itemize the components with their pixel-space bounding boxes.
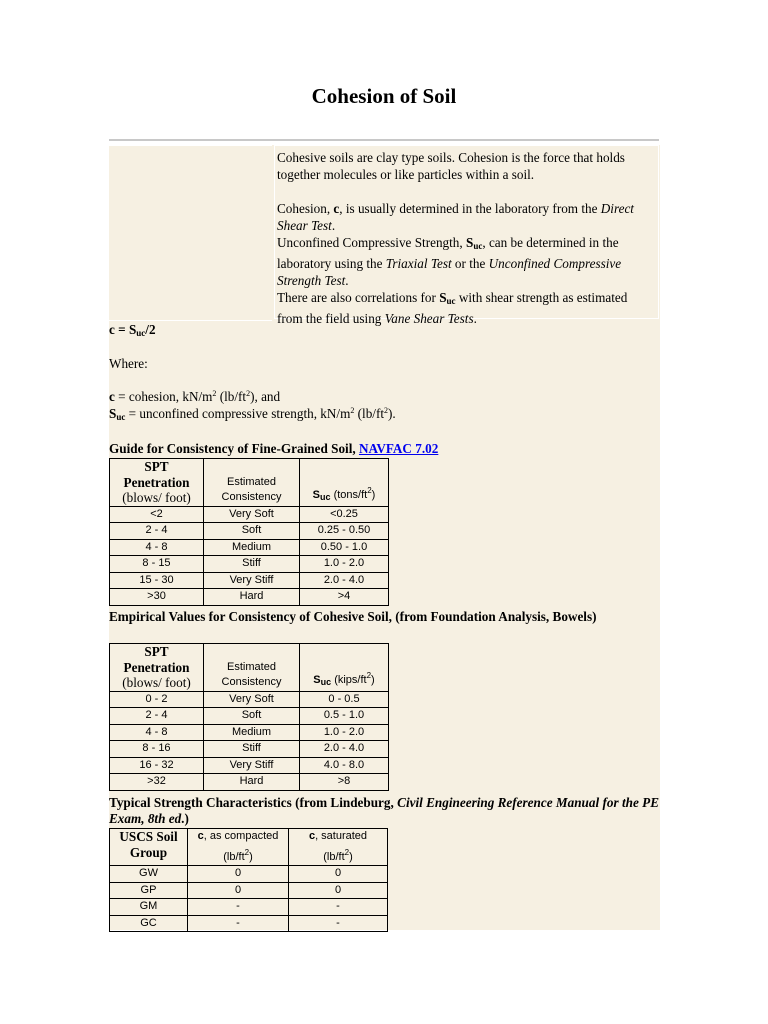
table-header-row: [110, 459, 389, 507]
table-cell: 2.0 - 4.0: [300, 572, 389, 589]
intro-paragraph-4: There are also correlations for $S_{uc}$ with shear strength as estimated from the field using Vane Shear Tests.: [277, 290, 628, 326]
table-cell: Very Stiff: [204, 757, 300, 774]
table-row: [110, 556, 389, 573]
table-cell: 1.0 - 2.0: [300, 724, 389, 741]
table-cell: 2 - 4: [110, 708, 204, 725]
table-cell: 4 - 8: [110, 539, 204, 556]
intro-paragraph-1: Cohesive soils are clay type soils. Cohesion is the force that holds together molecules or like particles within a soil.: [277, 150, 625, 182]
table-cell: Stiff: [204, 741, 300, 758]
table-row: [110, 506, 389, 523]
table-cell: 1.0 - 2.0: [300, 556, 389, 573]
table-row: [110, 724, 389, 741]
col-suc: $S_{uc}$ $(tons/ft^2)$: [300, 459, 389, 507]
title-divider: [109, 139, 659, 141]
col-c-saturated: c, saturated $(lb/ft^2)$: [289, 829, 388, 866]
table-row: [110, 572, 389, 589]
table-cell: 0: [289, 866, 388, 883]
table-cell: >30: [110, 589, 204, 606]
col-consistency: Estimated Consistency: [204, 644, 300, 692]
table-cell: Hard: [204, 589, 300, 606]
table-cell: Soft: [204, 708, 300, 725]
table-cell: 0: [188, 882, 289, 899]
intro-paragraph-2: Cohesion, c, is usually determined in the laboratory from the Direct Shear Test.: [277, 201, 634, 233]
table-cell: 0: [188, 866, 289, 883]
table-row: [110, 523, 389, 540]
table-header-row: [110, 644, 389, 692]
table-cell: 0 - 0.5: [300, 691, 389, 708]
table-cell: 8 - 16: [110, 741, 204, 758]
col-spt: SPT Penetration (blows/ foot): [110, 644, 204, 692]
table-cell: GM: [110, 899, 188, 916]
table-row: [110, 539, 389, 556]
content-area: [109, 145, 660, 930]
col-uscs: USCS Soil Group: [110, 829, 188, 866]
table-row: [110, 882, 388, 899]
table-row: [110, 915, 388, 932]
table-cell: 16 - 32: [110, 757, 204, 774]
guide-consistency-table: [109, 458, 389, 606]
where-label: Where:: [109, 356, 148, 371]
table-cell: Soft: [204, 523, 300, 540]
table-cell: Medium: [204, 539, 300, 556]
intro-paragraph-3: Unconfined Compressive Strength, $S_{uc}$, can be determined in the laboratory using the Triaxial Test or the Unconfined Compressive Strength Test.: [277, 235, 622, 288]
table-cell: 0.5 - 1.0: [300, 708, 389, 725]
table-cell: GP: [110, 882, 188, 899]
table-cell: 0.25 - 0.50: [300, 523, 389, 540]
table-row: [110, 866, 388, 883]
guide-heading: Guide for Consistency of Fine-Grained Soil, NAVFAC 7.02: [109, 441, 439, 456]
table-cell: GC: [110, 915, 188, 932]
intro-box: [274, 145, 659, 326]
table-cell: 0 - 2: [110, 691, 204, 708]
table-cell: Very Stiff: [204, 572, 300, 589]
table-cell: GW: [110, 866, 188, 883]
table-cell: 0.50 - 1.0: [300, 539, 389, 556]
page-title: Cohesion of Soil: [311, 84, 457, 108]
table-cell: -: [188, 915, 289, 932]
table-row: [110, 774, 389, 791]
table-row: [110, 691, 389, 708]
table-cell: >32: [110, 774, 204, 791]
intro-left-cell: [109, 145, 272, 321]
table-cell: Medium: [204, 724, 300, 741]
definition-c: c = cohesion, $kN/m^2$ $(lb/ft^2)$, and: [109, 389, 281, 404]
table-cell: >4: [300, 589, 389, 606]
col-suc: $S_{uc}$ $(kips/ft^2)$: [300, 644, 389, 692]
col-consistency: Estimated Consistency: [204, 459, 300, 507]
col-c-compacted: c, as compacted $(lb/ft^2)$: [188, 829, 289, 866]
table-cell: Stiff: [204, 556, 300, 573]
cohesion-formula: $c = S_{uc}/2$: [109, 322, 156, 338]
navfac-link[interactable]: NAVFAC 7.02: [358, 441, 439, 456]
table-cell: -: [289, 899, 388, 916]
table-cell: >8: [300, 774, 389, 791]
table-cell: Very Soft: [204, 506, 300, 523]
typical-heading: Typical Strength Characteristics (from Lindeburg, Civil Engineering Reference Manual for the PE Exam, 8th ed.): [109, 795, 659, 826]
table-row: [110, 757, 389, 774]
table-cell: 2 - 4: [110, 523, 204, 540]
table-row: [110, 708, 389, 725]
table-cell: -: [188, 899, 289, 916]
table-row: [110, 741, 389, 758]
table-cell: 4.0 - 8.0: [300, 757, 389, 774]
table-cell: <0.25: [300, 506, 389, 523]
table-cell: 2.0 - 4.0: [300, 741, 389, 758]
table-cell: -: [289, 915, 388, 932]
table-header-row: [110, 829, 388, 866]
table-cell: 15 - 30: [110, 572, 204, 589]
direct-shear-test: Direct Shear Test: [277, 201, 634, 233]
empirical-consistency-table: [109, 643, 389, 791]
table-cell: Very Soft: [204, 691, 300, 708]
table-row: [110, 589, 389, 606]
table-row: [110, 899, 388, 916]
table-cell: Hard: [204, 774, 300, 791]
table-cell: <2: [110, 506, 204, 523]
table-cell: 0: [289, 882, 388, 899]
col-spt: SPT Penetration (blows/ foot): [110, 459, 204, 507]
typical-strength-table: [109, 828, 388, 932]
table-cell: 8 - 15: [110, 556, 204, 573]
table-cell: 4 - 8: [110, 724, 204, 741]
definition-suc: $S_{uc}$ = unconfined compressive strength, $kN/m^2$ $(lb/ft^2)$.: [109, 406, 396, 422]
empirical-heading: Empirical Values for Consistency of Cohesive Soil, (from Foundation Analysis, Bowels): [109, 609, 597, 624]
